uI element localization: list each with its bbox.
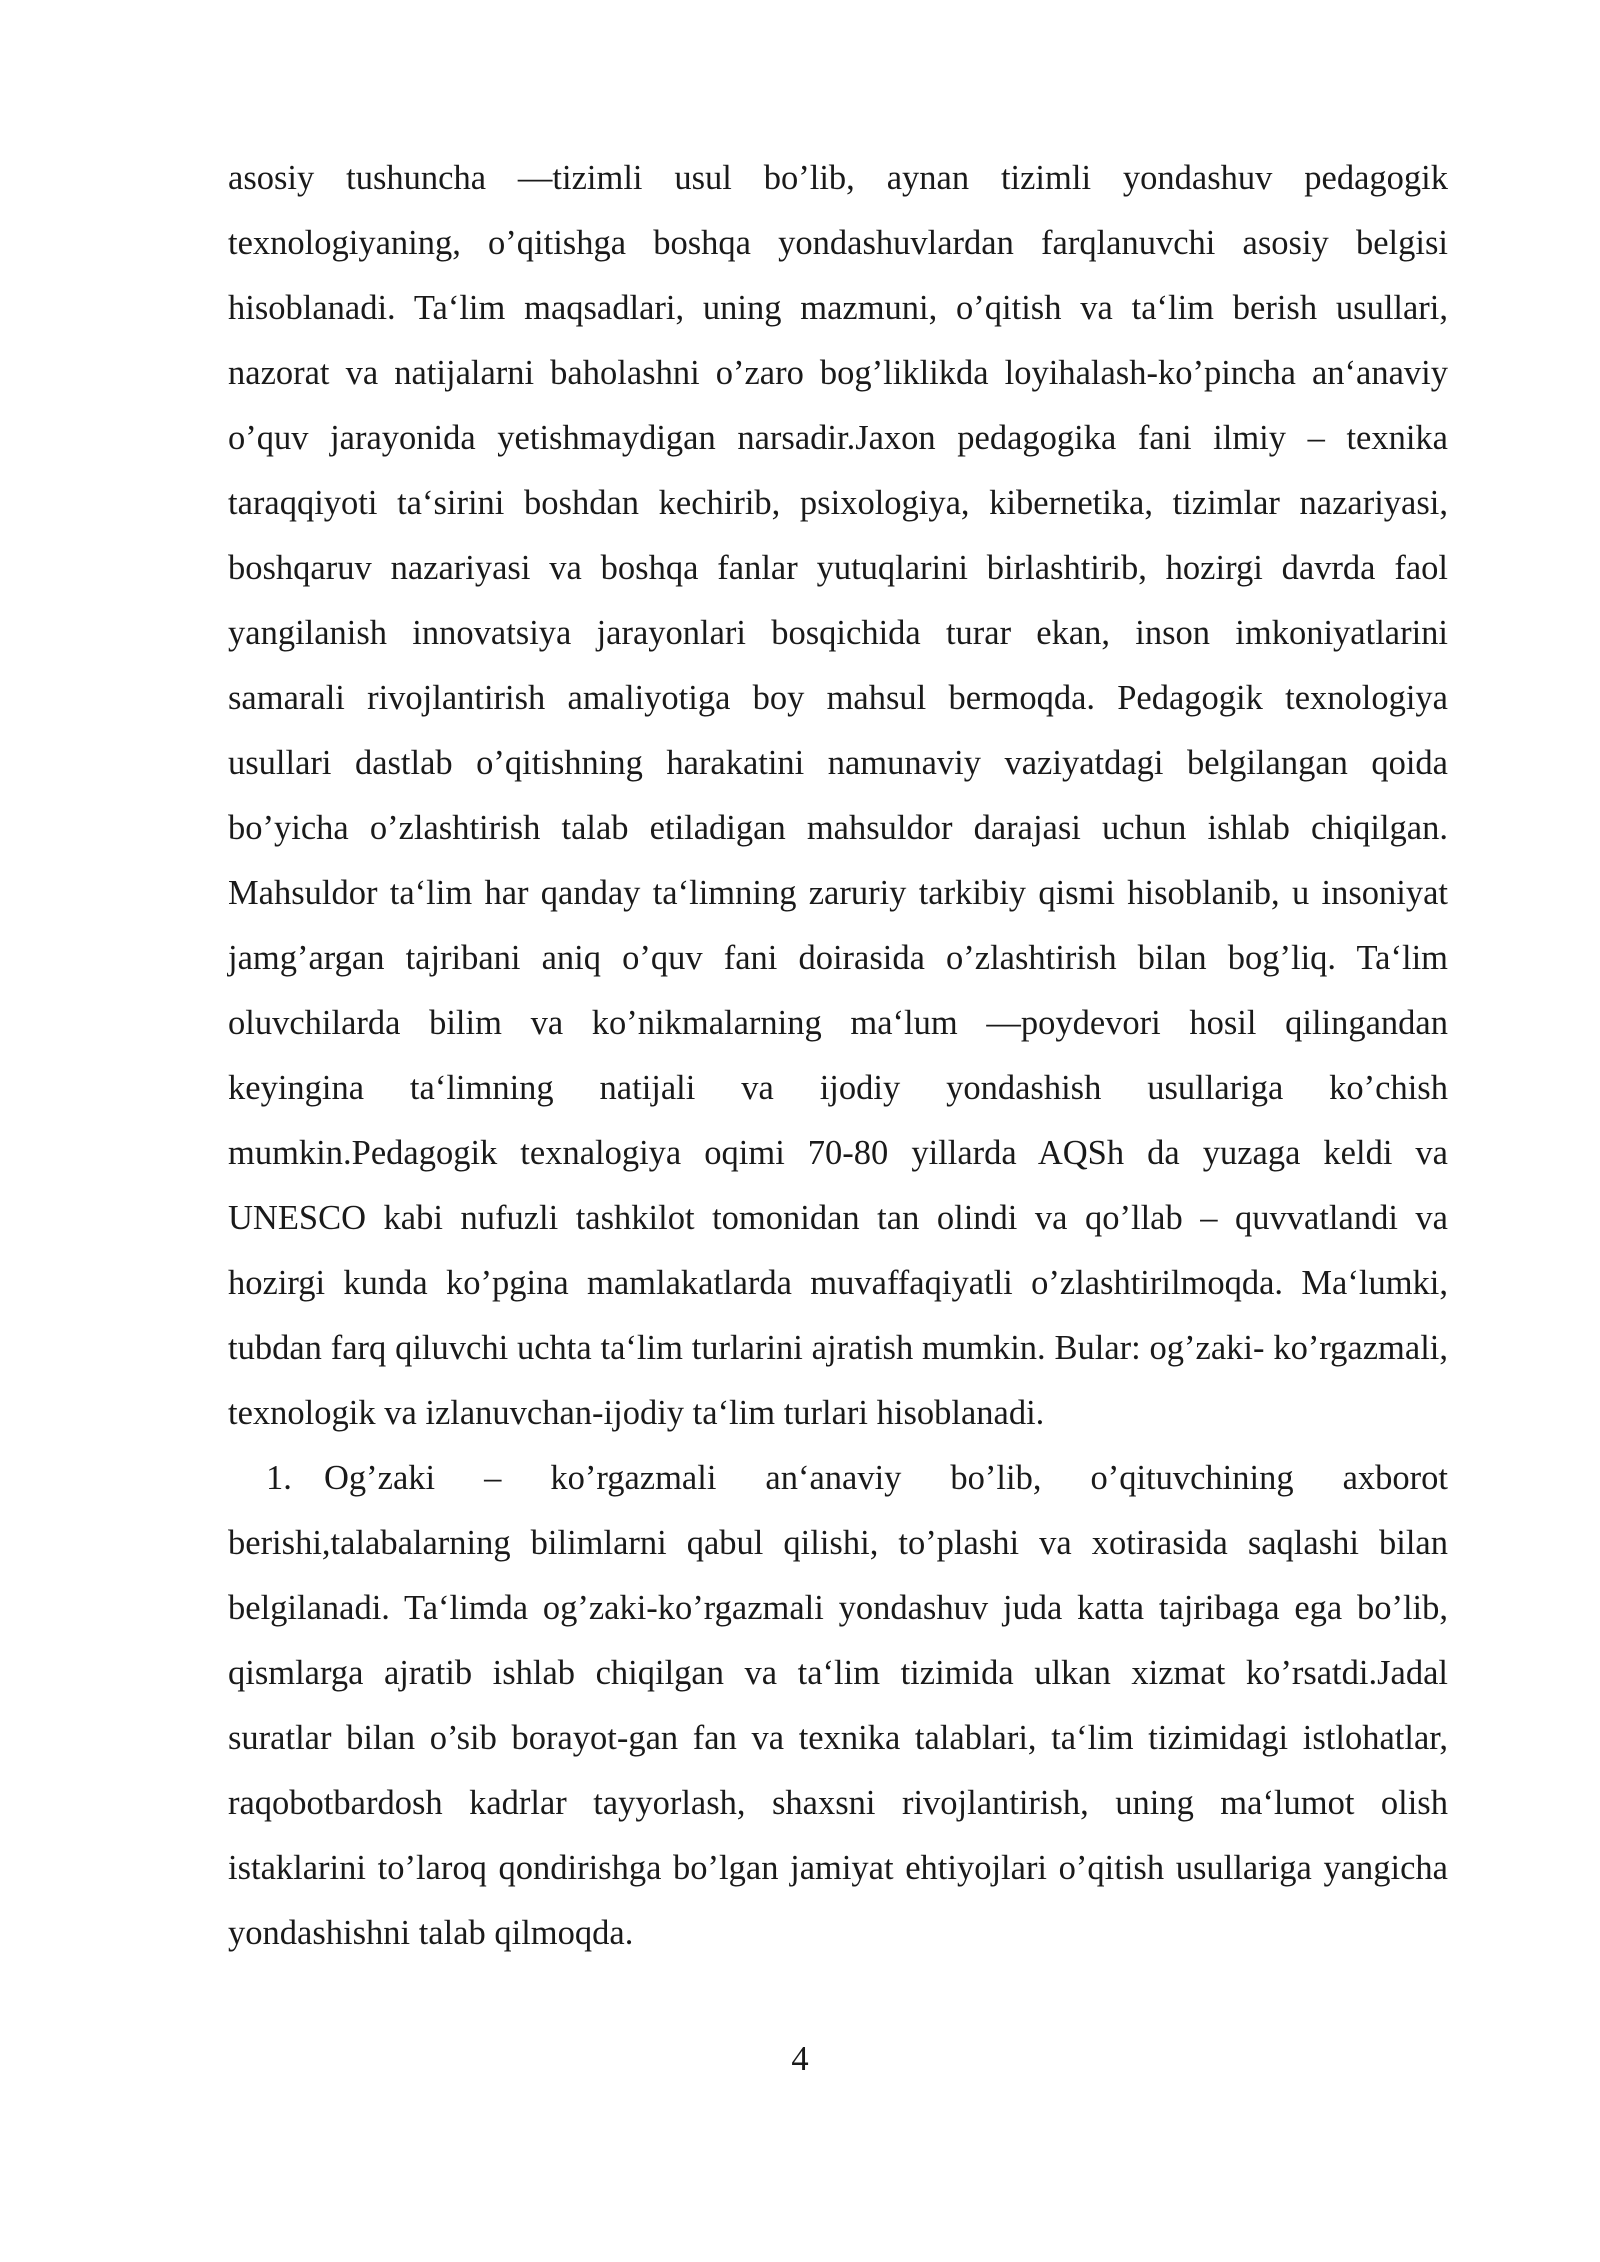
body-text — [228, 146, 1448, 1966]
page-number: 4 — [791, 2040, 809, 2078]
list-item-number: 1. — [266, 1459, 292, 1497]
paragraph: asosiy tushuncha ―tizimli usul bo’lib, aynan tizimli yondashuv pedagogik texnologiyaning, o’qitishga boshqa yondashuvlardan farqlanuvchi asosiy belgisi hisoblanadi. Ta‘lim maqsadlari, uning mazmuni, o’qitish va ta‘lim berish usullari, nazorat va natijalarni baholashni o’zaro bog’liklikda loyihalash-ko’pincha an‘anaviy o’quv jarayonida yetishmaydigan narsadir.Jaxon pedagogika fani ilmiy – texnika taraqqiyoti ta‘sirini boshdan kechirib, psixologiya, kibernetika, tizimlar nazariyasi, boshqaruv nazariyasi va boshqa fanlar yutuqlarini birlashtirib, hozirgi davrda faol yangilanish innovatsiya jarayonlari bosqichida turar ekan, inson imkoniyatlarini samarali rivojlantirish amaliyotiga boy mahsul bermoqda. Pedagogik texnologiya usullari dastlab o’qitishning harakatini namunaviy vaziyatdagi belgilangan qoida bo’yicha o’zlashtirish talab etiladigan mahsuldor darajasi uchun ishlab chiqilgan. Mahsuldor ta‘lim har qanday ta‘limning zaruriy tarkibiy qismi hisoblanib, u insoniyat jamg’argan tajribani aniq o’quv fani doirasida o’zlashtirish bilan bog’liq. Ta‘lim oluvchilarda bilim va ko’nikmalarning ma‘lum ―poydevori hosil qilingandan keyingina ta‘limning natijali va ijodiy yondashish usullariga ko’chish mumkin.Pedagogik texnalogiya oqimi 70-80 yillarda AQSh da yuzaga keldi va UNESCO kabi nufuzli tashkilot tomonidan tan olindi va qo’llab – quvvatlandi va hozirgi kunda ko’pgina mamlakatlarda muvaffaqiyatli o’zlashtirilmoqda. Ma‘lumki, tubdan farq qiluvchi uchta ta‘lim turlarini ajratish mumkin. Bular: og’zaki- ko’rgazmali, texnologik va izlanuvchan-ijodiy ta‘lim turlari hisoblanadi. — [228, 159, 1448, 1432]
list-item-text: Og’zaki – ko’rgazmali an‘anaviy bo’lib, o’qituvchining axborot berishi,talabalarning bilimlarni qabul qilishi, to’plashi va xotirasida saqlashi bilan belgilanadi. Ta‘limda og’zaki-ko’rgazmali yondashuv juda katta tajribaga ega bo’lib, qismlarga ajratib ishlab chiqilgan va ta‘lim tizimida ulkan xizmat ko’rsatdi.Jadal suratlar bilan o’sib borayot-gan fan va texnika talablari, ta‘lim tizimidagi istlohatlar, raqobotbardosh kadrlar tayyorlash, shaxsni rivojlantirish, uning ma‘lumot olish istaklarini to’laroq qondirishga bo’lgan jamiyat ehtiyojlari o’qitish usullariga yangicha yondashishni talab qilmoqda. — [228, 1459, 1448, 1952]
numbered-list-item — [228, 1446, 1448, 1966]
